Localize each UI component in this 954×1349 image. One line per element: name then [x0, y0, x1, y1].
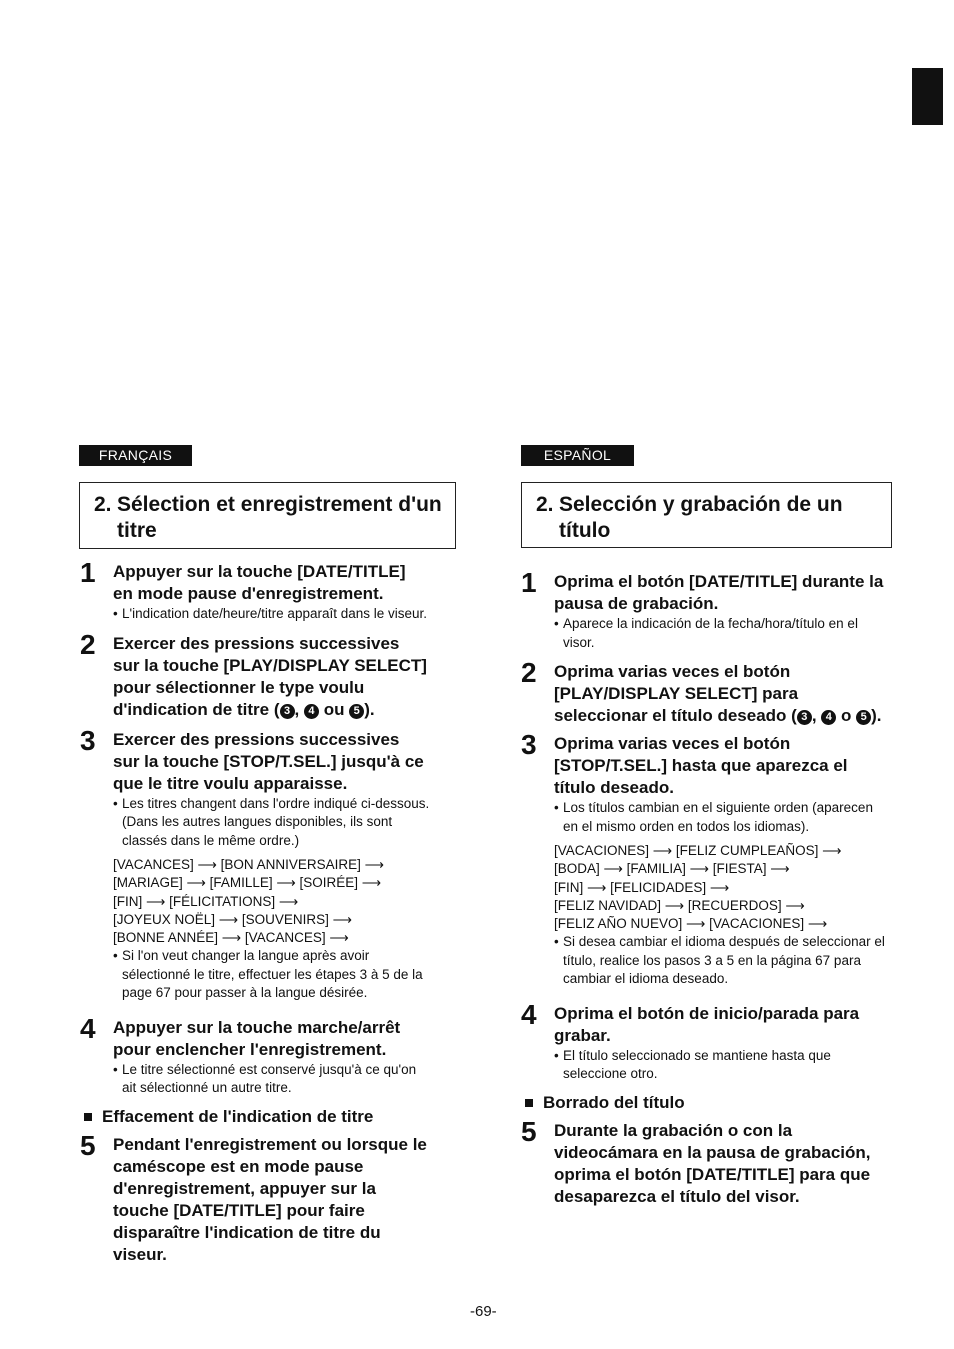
section-title: Selección y grabación de un título: [559, 493, 843, 542]
page-edge-marker: [912, 68, 943, 125]
subsection-title: Effacement de l'indication de titre: [102, 1106, 374, 1126]
step-note: • Aparece la indicación de la fecha/hora/título en el visor.: [554, 616, 858, 650]
step-instruction: Oprima el botón de inicio/parada para grabar.: [554, 1003, 860, 1045]
step-instruction: Oprima varias veces el botón [STOP/T.SEL.] hasta que aparezca el título deseado.: [554, 734, 848, 797]
step-instruction: Oprima el botón [DATE/TITLE] durante la pausa de grabación.: [554, 572, 884, 613]
sequence-line: [MARIAGE] ⟶ [FAMILLE] ⟶ [SOIRÉE] ⟶: [113, 875, 382, 891]
section-title: Sélection et enregistrement d'un titre: [117, 493, 442, 542]
step-note: • Les titres changent dans l'ordre indiqué ci-dessous.: [113, 795, 430, 811]
instruction-text-end: ).: [871, 706, 882, 725]
sequence-line: [BONNE ANNÉE] ⟶ [VACANCES] ⟶: [113, 930, 349, 946]
step-5: [521, 1115, 891, 1208]
step-note: • Si l'on veut changer la langue après avoir sélectionné le titre, effectuer les étapes 3 à 5 de la page 67 pour passer à la langue désirée.: [113, 948, 423, 1001]
french-steps: [80, 557, 430, 1266]
circled-number: 5: [349, 704, 364, 719]
language-tab-label: FRANÇAIS: [98, 447, 173, 463]
step-instruction: [113, 633, 430, 721]
note-text: Le titre sélectionné est conservé jusqu'à ce qu'on ait sélectionné un autre titre.: [122, 1061, 417, 1096]
section-title-box-spanish: [521, 482, 892, 548]
step-number: 2: [521, 657, 537, 688]
note-text: Los títulos cambian en el siguiente orden (aparecen en el mismo orden en todos los idiomas).: [563, 800, 873, 834]
step-instruction: [554, 661, 891, 727]
circled-number: 3: [280, 704, 295, 719]
step-note-continued: [113, 813, 430, 850]
language-tab-spanish: [521, 445, 634, 466]
sequence-line: [FIN] ⟶ [FELICIDADES] ⟶: [554, 879, 730, 895]
subsection-title: Borrado del título: [543, 1092, 685, 1112]
language-tab-label: ESPAÑOL: [543, 447, 612, 463]
instruction-text: Oprima varias veces el botón [PLAY/DISPLAY SELECT] para seleccionar el título deseado (: [554, 662, 799, 725]
square-bullet-icon: [84, 1113, 92, 1121]
note-text: (Dans les autres langues disponibles, ils sont classés dans le même ordre.): [122, 814, 393, 848]
step-instruction: Durante la grabación o con la videocámara en la pausa de grabación, oprima el botón [DATE/TITLE] para que desaparezca el título del visor.: [554, 1120, 871, 1206]
note-text: Si desea cambiar el idioma después de seleccionar el título, realice los pasos 3 a 5 en la página 67 para cambiar el idioma deseado.: [563, 934, 885, 987]
subsection-heading: [521, 1092, 891, 1114]
sequence-line: [BODA] ⟶ [FAMILIA] ⟶ [FIESTA] ⟶: [554, 861, 790, 877]
sequence-line: [VACACIONES] ⟶ [FELIZ CUMPLEAÑOS] ⟶: [554, 843, 842, 858]
spanish-steps: [521, 567, 891, 1208]
sequence-line: [VACANCES] ⟶ [BON ANNIVERSAIRE] ⟶: [113, 857, 385, 872]
step-note: • L'indication date/heure/titre apparaît dans le viseur.: [113, 606, 428, 621]
step-number: 4: [521, 998, 537, 1030]
step-number: 5: [521, 1115, 537, 1147]
note-text: El título seleccionado se mantiene hasta que seleccione otro.: [563, 1047, 831, 1082]
step-1: [80, 557, 430, 624]
separator: ,: [294, 699, 300, 719]
language-tab-french: [79, 445, 192, 466]
section-title-box-french: [79, 482, 456, 549]
note-text: Aparece la indicación de la fecha/hora/título en el visor.: [563, 616, 858, 650]
note-text: L'indication date/heure/titre apparaît dans le viseur.: [122, 606, 428, 621]
circled-number: 4: [304, 704, 319, 719]
step-3: [80, 724, 430, 1003]
note-text: Les titres changent dans l'ordre indiqué ci-dessous.: [122, 795, 430, 811]
step-1: [521, 567, 891, 652]
sequence-line: [FELIZ AÑO NUEVO] ⟶ [VACACIONES] ⟶: [554, 916, 828, 932]
step-number: 3: [521, 729, 537, 760]
step-number: 3: [80, 724, 96, 756]
step-2: [80, 628, 430, 721]
sequence-line: [FELIZ NAVIDAD] ⟶ [RECUERDOS] ⟶: [554, 897, 805, 913]
subsection-heading: [80, 1106, 430, 1128]
step-note: • Le titre sélectionné est conservé jusqu'à ce qu'on ait sélectionné un autre titre.: [113, 1061, 417, 1096]
step-instruction: Appuyer sur la touche [DATE/TITLE] en mode pause d'enregistrement.: [113, 562, 406, 603]
section-number: 2.: [94, 493, 112, 516]
circled-number: 3: [797, 710, 812, 725]
title-sequence: [554, 842, 891, 933]
step-number: 2: [80, 628, 96, 660]
instruction-text-end: ).: [364, 699, 375, 719]
step-2: [521, 657, 891, 727]
step-number: 5: [80, 1129, 96, 1161]
step-note: • El título seleccionado se mantiene hasta que seleccione otro.: [554, 1047, 831, 1082]
sequence-line: [JOYEUX NOËL] ⟶ [SOUVENIRS] ⟶: [113, 911, 353, 927]
conjunction: o: [841, 706, 852, 725]
step-instruction: Appuyer sur la touche marche/arrêt pour enclencher l'enregistrement.: [113, 1017, 401, 1059]
step-4: [80, 1012, 430, 1098]
step-instruction: Pendant l'enregistrement ou lorsque le caméscope est en mode pause d'enregistrement, appuyer sur la touche [DATE/TITLE] pour faire disparaître l'indication de titre du viseur.: [113, 1134, 427, 1264]
step-number: 1: [80, 557, 96, 588]
step-4: [521, 998, 891, 1084]
square-bullet-icon: [525, 1099, 533, 1107]
instruction-text: Exercer des pressions successives sur la touche [PLAY/DISPLAY SELECT] pour sélectionner le type voulu d'indication de titre (: [113, 633, 427, 719]
circled-number: 5: [856, 710, 871, 725]
step-5: [80, 1129, 430, 1266]
conjunction: ou: [323, 699, 345, 719]
separator: ,: [811, 706, 817, 725]
step-note: • Si desea cambiar el idioma después de seleccionar el título, realice los pasos 3 a 5 en la página 67 para cambiar el idioma deseado.: [554, 934, 885, 987]
step-number: 4: [80, 1012, 96, 1044]
title-sequence: [113, 856, 430, 947]
section-number: 2.: [536, 493, 554, 516]
note-text: Si l'on veut changer la langue après avoir sélectionné le titre, effectuer les étapes 3 à 5 de la page 67 pour passer à la langue désirée.: [122, 948, 423, 1001]
circled-number: 4: [821, 710, 836, 725]
step-note: • Los títulos cambian en el siguiente orden (aparecen en el mismo orden en todos los idiomas).: [554, 800, 873, 834]
step-number: 1: [521, 567, 537, 598]
page-number: -69-: [470, 1303, 497, 1320]
step-instruction: Exercer des pressions successives sur la touche [STOP/T.SEL.] jusqu'à ce que le titre voulu apparaisse.: [113, 729, 424, 793]
step-3: [521, 729, 891, 989]
sequence-line: [FIN] ⟶ [FÉLICITATIONS] ⟶: [113, 893, 299, 909]
